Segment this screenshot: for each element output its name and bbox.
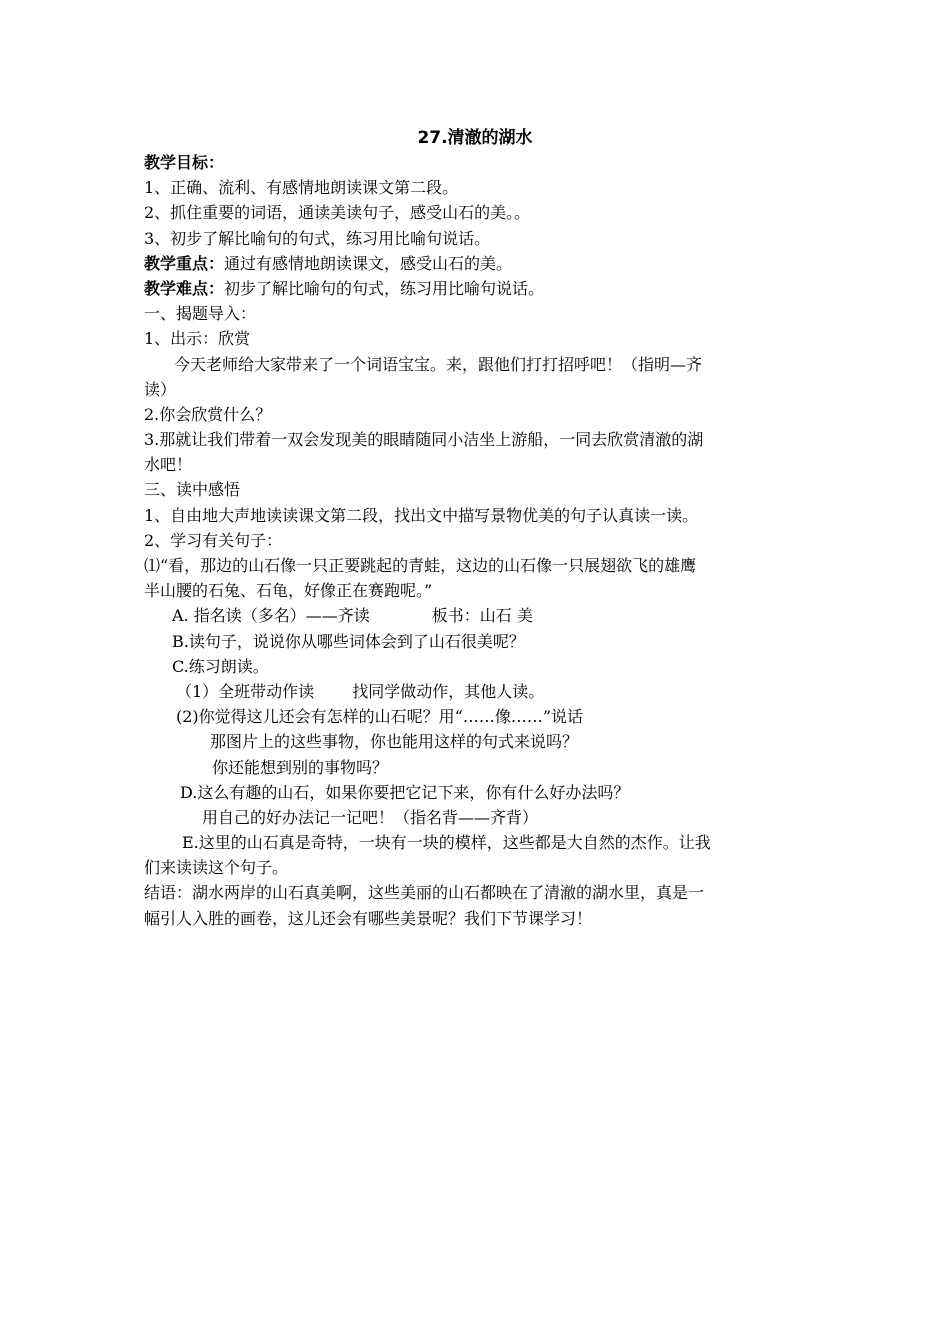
- step-b-line: B.读句子，说说你从哪些词体会到了山石很美呢？: [172, 631, 525, 651]
- step-c2-line: (2)你觉得这儿还会有怎样的山石呢？用“……像……”说话: [176, 707, 584, 727]
- section1-line: 今天老师给大家带来了一个词语宝宝。来，跟他们打打招呼吧！（指明—齐: [174, 354, 703, 374]
- section3-heading: 三、读中感悟: [144, 480, 241, 500]
- conclusion-line: 幅引人入胜的画卷，这儿还会有哪些美景呢？我们下节课学习！: [144, 908, 593, 928]
- key-point-text: 通过有感情地朗读课文，感受山石的美。: [224, 253, 513, 273]
- step-c1-extra: 找同学做动作，其他人读。: [352, 681, 545, 701]
- section1-line: 水吧！: [144, 455, 193, 475]
- conclusion-line: 结语：湖水两岸的山石真美啊，这些美丽的山石都映在了清澈的湖水里，真是一: [144, 883, 705, 903]
- objectives-heading: 教学目标：: [144, 153, 225, 172]
- key-point-label: 教学重点：: [144, 253, 225, 273]
- section1-line: 读）: [144, 379, 177, 399]
- section3-line: 1、自由地大声地读读课文第二段，找出文中描写景物优美的句子认真读一读。: [144, 505, 699, 525]
- step-a-line: [144, 603, 816, 628]
- difficult-point-text: 初步了解比喻句的句式，练习用比喻句说话。: [224, 278, 545, 298]
- step-e1-line: E.这里的山石真是奇特，一块有一块的模样，这些都是大自然的杰作。让我: [182, 833, 711, 853]
- objective-item: 1、正确、流利、有感情地朗读课文第二段。: [144, 178, 459, 198]
- step-c2a-line: 那图片上的这些事物，你也能用这样的句式来说吗？: [210, 732, 579, 752]
- step-d-line: D.这么有趣的山石，如果你要把它记下来，你有什么好办法吗？: [180, 782, 630, 802]
- difficult-point-line: [144, 276, 816, 301]
- step-c2b-line: 你还能想到别的事物吗？: [212, 757, 389, 777]
- section1-heading: 一、揭题导入：: [144, 304, 257, 324]
- step-e2-line: 们来读读这个句子。: [144, 858, 289, 878]
- page-title: 27.清澈的湖水: [417, 128, 533, 148]
- difficult-point-label: 教学难点：: [144, 278, 225, 298]
- step-c1-text: （1）全班带动作读: [176, 681, 315, 701]
- section3-line: 2、学习有关句子：: [144, 530, 283, 550]
- section1-line: 3.那就让我们带着一双会发现美的眼睛随同小洁坐上游船，一同去欣赏清澈的湖: [144, 430, 704, 450]
- document-body: [144, 150, 816, 931]
- step-c-line: C.练习朗读。: [172, 656, 269, 676]
- section3-line: ⑴“看，那边的山石像一只正要跳起的青蛙，这边的山石像一只展翅欲飞的雄鹰: [144, 556, 697, 575]
- blackboard-text: 板书：山石 美: [431, 606, 533, 626]
- key-point-line: [144, 251, 816, 276]
- step-c1-line: [144, 679, 816, 704]
- section1-line: 1、出示：欣赏: [144, 329, 251, 349]
- objective-item: 2、抓住重要的词语，通读美读句子，感受山石的美。。: [144, 203, 531, 223]
- step-a-text: A. 指名读（多名）——齐读: [172, 606, 370, 626]
- section1-line: 2.你会欣赏什么？: [144, 404, 272, 424]
- step-d2-line: 用自己的好办法记一记吧！（指名背——齐背）: [202, 807, 539, 827]
- section3-line: 半山腰的石兔、石龟，好像正在赛跑呢。”: [144, 581, 433, 601]
- objective-item: 3、初步了解比喻句的句式，练习用比喻句说话。: [144, 228, 491, 248]
